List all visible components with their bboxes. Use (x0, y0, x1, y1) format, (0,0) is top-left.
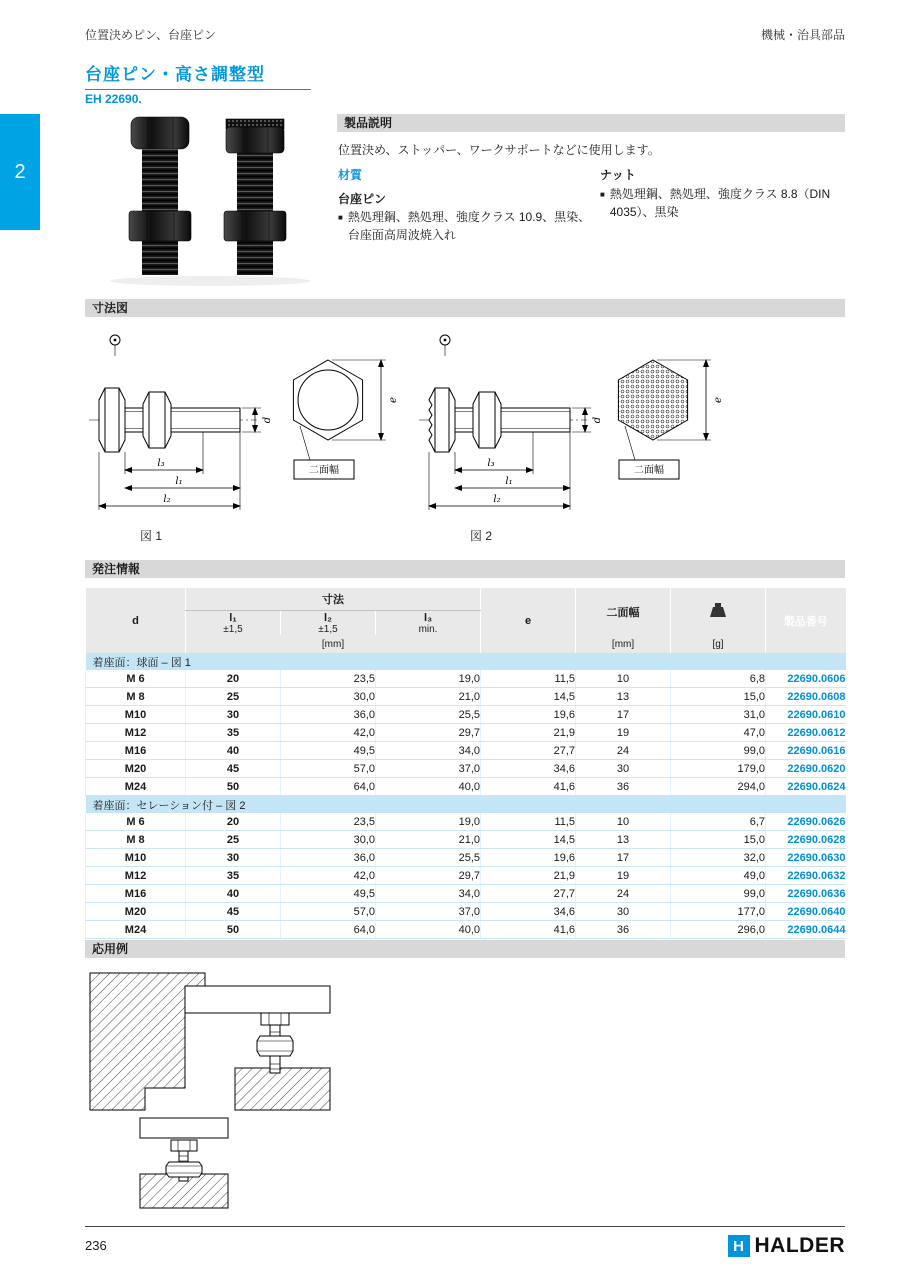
col-e: 21,9 (481, 724, 576, 742)
col-l2: 57,0 (281, 903, 376, 921)
product-code: EH 22690. (85, 92, 142, 106)
col-l3: 29,7 (376, 724, 481, 742)
col-header-l3: l₃ min. (376, 611, 481, 636)
table-row (86, 724, 846, 742)
col-weight: 15,0 (671, 831, 766, 849)
weight-icon (710, 603, 726, 617)
svg-text:l₂: l₂ (493, 494, 501, 505)
svg-text:二面幅: 二面幅 (634, 465, 664, 476)
figure2-hex-view (605, 344, 725, 494)
col-e: 34,6 (481, 903, 576, 921)
col-l2: 49,5 (281, 742, 376, 760)
nut-spec (600, 185, 848, 221)
col-l1: 20 (186, 813, 281, 831)
col-l1: 25 (186, 688, 281, 706)
unit-g: [g] (671, 635, 766, 653)
col-weight: 177,0 (671, 903, 766, 921)
table-row (86, 921, 846, 939)
col-header-l1: l₁ ±1,5 (186, 611, 281, 636)
col-d: M20 (86, 903, 186, 921)
col-l2: 30,0 (281, 831, 376, 849)
col-d: M24 (86, 778, 186, 796)
col-part-number: 22690.0608 (766, 688, 846, 706)
col-l3: 25,5 (376, 706, 481, 724)
col-d: M24 (86, 921, 186, 939)
col-header-flat-width: 二面幅 (576, 588, 671, 635)
col-d: M 6 (86, 670, 186, 688)
col-l1: 30 (186, 849, 281, 867)
col-l1: 50 (186, 778, 281, 796)
col-flat-width: 30 (576, 760, 671, 778)
col-e: 19,6 (481, 706, 576, 724)
col-l3: 19,0 (376, 813, 481, 831)
col-l2: 36,0 (281, 706, 376, 724)
col-flat-width: 19 (576, 867, 671, 885)
col-l3: 37,0 (376, 903, 481, 921)
col-flat-width: 36 (576, 778, 671, 796)
table-row (86, 885, 846, 903)
unit-mm: [mm] (186, 635, 481, 653)
col-part-number: 22690.0620 (766, 760, 846, 778)
col-e: 11,5 (481, 813, 576, 831)
col-l3: 37,0 (376, 760, 481, 778)
bullet-icon: ■ (338, 213, 343, 222)
col-part-number: 22690.0628 (766, 831, 846, 849)
material-heading: 材質 (338, 168, 363, 182)
col-part-number: 22690.0624 (766, 778, 846, 796)
col-e: 27,7 (481, 742, 576, 760)
application-drawing (85, 968, 335, 1213)
col-flat-width: 19 (576, 724, 671, 742)
table-row (86, 760, 846, 778)
col-e: 19,6 (481, 849, 576, 867)
svg-text:l₃: l₃ (487, 458, 495, 469)
col-l1: 40 (186, 742, 281, 760)
brand-name: HALDER (754, 1234, 845, 1257)
table-row (86, 831, 846, 849)
col-weight: 15,0 (671, 688, 766, 706)
col-e: 41,6 (481, 921, 576, 939)
col-l2: 42,0 (281, 724, 376, 742)
col-d: M12 (86, 724, 186, 742)
col-weight: 49,0 (671, 867, 766, 885)
product-description: 位置決め、ストッパー、ワークサポートなどに使用します。 (338, 143, 660, 157)
halder-logo (728, 1234, 846, 1258)
nut-spec-text: 熱処理鋼、熱処理、強度クラス 8.8（DIN 4035）、黒染 (609, 187, 831, 219)
table-row (86, 742, 846, 760)
col-l1: 25 (186, 831, 281, 849)
col-d: M 8 (86, 688, 186, 706)
figure1-side-view (85, 330, 295, 525)
col-d: M 8 (86, 831, 186, 849)
col-l1: 45 (186, 903, 281, 921)
col-flat-width: 30 (576, 903, 671, 921)
col-weight: 296,0 (671, 921, 766, 939)
svg-text:l₂: l₂ (163, 494, 171, 505)
col-l1: 35 (186, 867, 281, 885)
col-l3: 40,0 (376, 778, 481, 796)
col-flat-width: 17 (576, 849, 671, 867)
unit-mm: [mm] (576, 635, 671, 653)
table-row (86, 706, 846, 724)
page-title: 台座ピン・高さ調整型 (85, 60, 311, 90)
figure1-label: 図 1 (140, 529, 163, 543)
col-d: M10 (86, 706, 186, 724)
col-l3: 25,5 (376, 849, 481, 867)
col-e: 11,5 (481, 670, 576, 688)
col-l3: 29,7 (376, 867, 481, 885)
col-header-l2: l₂ ±1,5 (281, 611, 376, 636)
footer-divider (85, 1226, 845, 1227)
col-l3: 40,0 (376, 921, 481, 939)
page-number: 236 (85, 1238, 107, 1253)
col-d: M16 (86, 885, 186, 903)
pin-subheading: 台座ピン (338, 192, 387, 206)
col-header-e: e (481, 588, 576, 653)
col-l2: 64,0 (281, 921, 376, 939)
col-l3: 21,0 (376, 831, 481, 849)
col-l2: 42,0 (281, 867, 376, 885)
col-part-number: 22690.0636 (766, 885, 846, 903)
col-d: M20 (86, 760, 186, 778)
section-heading-dimensions: 寸法図 (85, 299, 845, 317)
section-heading-application: 応用例 (85, 940, 845, 958)
product-photo (95, 103, 325, 288)
col-flat-width: 36 (576, 921, 671, 939)
col-header-weight (671, 588, 766, 635)
col-weight: 6,7 (671, 813, 766, 831)
col-flat-width: 10 (576, 813, 671, 831)
col-l3: 21,0 (376, 688, 481, 706)
table-section-band: 着座面：セレーション付 – 図 2 (86, 796, 846, 814)
col-weight: 99,0 (671, 885, 766, 903)
col-l3: 34,0 (376, 742, 481, 760)
col-weight: 179,0 (671, 760, 766, 778)
figure1-hex-view (280, 344, 400, 494)
col-weight: 294,0 (671, 778, 766, 796)
svg-text:l₃: l₃ (157, 458, 165, 469)
table-row (86, 903, 846, 921)
col-part-number: 22690.0616 (766, 742, 846, 760)
col-l1: 20 (186, 670, 281, 688)
col-l1: 30 (186, 706, 281, 724)
col-weight: 31,0 (671, 706, 766, 724)
col-d: M16 (86, 742, 186, 760)
col-flat-width: 24 (576, 885, 671, 903)
breadcrumb: 位置決めピン、台座ピン (85, 28, 217, 42)
col-flat-width: 13 (576, 831, 671, 849)
order-table-body (86, 653, 846, 939)
table-row (86, 813, 846, 831)
col-part-number: 22690.0606 (766, 670, 846, 688)
col-e: 27,7 (481, 885, 576, 903)
section-heading-description: 製品説明 (337, 114, 845, 132)
col-e: 21,9 (481, 867, 576, 885)
svg-text:二面幅: 二面幅 (309, 465, 339, 476)
pin-spec (338, 208, 596, 244)
col-l2: 64,0 (281, 778, 376, 796)
col-flat-width: 17 (576, 706, 671, 724)
col-part-number: 22690.0632 (766, 867, 846, 885)
col-header-d: d (86, 588, 186, 653)
table-row (86, 867, 846, 885)
col-e: 34,6 (481, 760, 576, 778)
col-l1: 45 (186, 760, 281, 778)
col-header-part-number: 製品番号 (766, 588, 846, 653)
col-l2: 30,0 (281, 688, 376, 706)
col-flat-width: 13 (576, 688, 671, 706)
svg-text:e: e (388, 397, 399, 403)
col-l1: 40 (186, 885, 281, 903)
col-weight: 32,0 (671, 849, 766, 867)
col-d: M12 (86, 867, 186, 885)
figure2-side-view (415, 330, 625, 525)
col-l1: 50 (186, 921, 281, 939)
table-section-band: 着座面：球面 – 図 1 (86, 653, 846, 670)
col-l1: 35 (186, 724, 281, 742)
svg-text:d: d (592, 416, 603, 424)
table-row (86, 670, 846, 688)
chapter-tab: 2 (0, 114, 40, 230)
svg-text:l₁: l₁ (175, 476, 183, 487)
col-part-number: 22690.0644 (766, 921, 846, 939)
dimension-drawing-area (85, 322, 845, 554)
col-e: 14,5 (481, 688, 576, 706)
col-e: 14,5 (481, 831, 576, 849)
col-header-dimensions: 寸法 (186, 588, 481, 611)
col-d: M 6 (86, 813, 186, 831)
col-weight: 6,8 (671, 670, 766, 688)
col-l2: 57,0 (281, 760, 376, 778)
order-table (85, 588, 846, 939)
col-d: M10 (86, 849, 186, 867)
col-weight: 99,0 (671, 742, 766, 760)
category-label: 機械・治具部品 (760, 28, 845, 42)
col-part-number: 22690.0640 (766, 903, 846, 921)
col-part-number: 22690.0630 (766, 849, 846, 867)
halder-logo-icon: H (728, 1235, 750, 1257)
svg-text:e: e (713, 397, 724, 403)
col-flat-width: 24 (576, 742, 671, 760)
section-heading-order: 発注情報 (85, 560, 845, 578)
table-row (86, 849, 846, 867)
col-l2: 23,5 (281, 670, 376, 688)
col-e: 41,6 (481, 778, 576, 796)
svg-text:l₁: l₁ (505, 476, 513, 487)
col-l3: 19,0 (376, 670, 481, 688)
col-l3: 34,0 (376, 885, 481, 903)
table-row (86, 688, 846, 706)
col-part-number: 22690.0612 (766, 724, 846, 742)
col-flat-width: 10 (576, 670, 671, 688)
figure2-label: 図 2 (470, 529, 493, 543)
bullet-icon: ■ (600, 190, 605, 199)
svg-text:d: d (262, 416, 273, 424)
col-part-number: 22690.0626 (766, 813, 846, 831)
col-l2: 49,5 (281, 885, 376, 903)
nut-subheading: ナット (600, 168, 636, 182)
table-row (86, 778, 846, 796)
col-l2: 36,0 (281, 849, 376, 867)
col-weight: 47,0 (671, 724, 766, 742)
col-l2: 23,5 (281, 813, 376, 831)
pin-spec-text: 熱処理鋼、熱処理、強度クラス 10.9、黒染、台座面高周波焼入れ (347, 210, 591, 242)
col-part-number: 22690.0610 (766, 706, 846, 724)
